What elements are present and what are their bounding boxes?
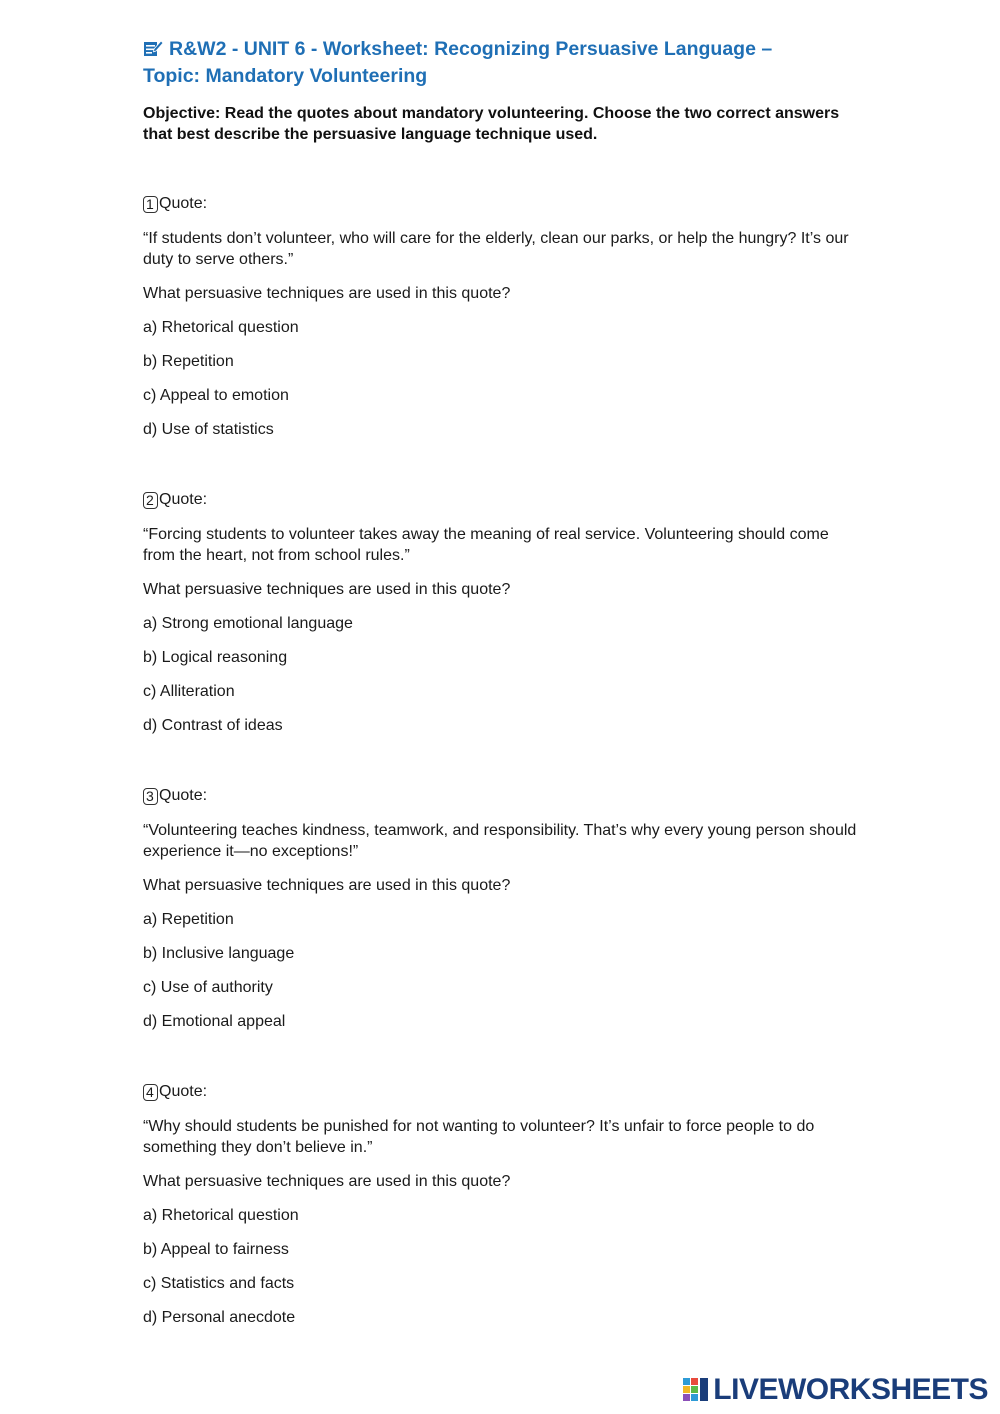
answer-option-b[interactable]: b) Repetition <box>143 353 234 370</box>
question-header <box>143 194 863 214</box>
answer-option-d[interactable]: d) Use of statistics <box>143 421 274 438</box>
question-3 <box>143 786 863 1032</box>
memo-pencil-icon <box>143 39 163 57</box>
liveworksheets-mark-icon <box>683 1376 709 1404</box>
question-number-badge: 4 <box>143 1084 158 1101</box>
quote-text: “Volunteering teaches kindness, teamwork, and responsibility. That’s why every young person should experience it—no exceptions!” <box>143 822 857 860</box>
question-label: Quote: <box>159 195 208 212</box>
answer-option-c[interactable]: c) Appeal to emotion <box>143 387 289 404</box>
question-1 <box>143 194 863 440</box>
answer-option-a[interactable]: a) Strong emotional language <box>143 615 353 632</box>
quote-text: “If students don’t volunteer, who will care for the elderly, clean our parks, or help the hungry? It’s our duty to serve others.” <box>143 230 849 268</box>
question-header <box>143 1082 863 1102</box>
question-number-badge: 2 <box>143 492 158 509</box>
objective-text: Objective: Read the quotes about mandatory volunteering. Choose the two correct answers that best describe the persuasive language technique used. <box>143 105 840 143</box>
question-prompt: What persuasive techniques are used in this quote? <box>143 285 511 302</box>
brand-name: LIVEWORKSHEETS <box>713 1373 988 1406</box>
question-prompt: What persuasive techniques are used in this quote? <box>143 1173 511 1190</box>
title-line-2: Topic: Mandatory Volunteering <box>143 65 428 87</box>
question-number-badge: 1 <box>143 196 158 213</box>
worksheet-title <box>143 36 863 90</box>
answer-option-d[interactable]: d) Emotional appeal <box>143 1013 286 1030</box>
question-number-badge: 3 <box>143 788 158 805</box>
question-header <box>143 490 863 510</box>
answer-option-d[interactable]: d) Contrast of ideas <box>143 717 283 734</box>
answer-option-a[interactable]: a) Repetition <box>143 911 234 928</box>
answer-option-a[interactable]: a) Rhetorical question <box>143 1207 299 1224</box>
title-line-1: R&W2 - UNIT 6 - Worksheet: Recognizing Persuasive Language – <box>169 38 773 60</box>
answer-option-c[interactable]: c) Alliteration <box>143 683 235 700</box>
liveworksheets-logo <box>683 1373 988 1407</box>
answer-option-b[interactable]: b) Appeal to fairness <box>143 1241 289 1258</box>
worksheet-page <box>143 36 863 145</box>
answer-option-d[interactable]: d) Personal anecdote <box>143 1309 296 1326</box>
quote-text: “Forcing students to volunteer takes away the meaning of real service. Volunteering should come from the heart, not from school rules.” <box>143 526 829 564</box>
answer-option-c[interactable]: c) Statistics and facts <box>143 1275 295 1292</box>
question-label: Quote: <box>159 491 208 508</box>
question-label: Quote: <box>159 787 208 804</box>
answer-option-c[interactable]: c) Use of authority <box>143 979 273 996</box>
question-2 <box>143 490 863 736</box>
question-prompt: What persuasive techniques are used in this quote? <box>143 877 511 894</box>
question-header <box>143 786 863 806</box>
question-4 <box>143 1082 863 1328</box>
answer-option-b[interactable]: b) Inclusive language <box>143 945 295 962</box>
answer-option-b[interactable]: b) Logical reasoning <box>143 649 288 666</box>
question-prompt: What persuasive techniques are used in this quote? <box>143 581 511 598</box>
quote-text: “Why should students be punished for not wanting to volunteer? It’s unfair to force people to do something they don’t believe in.” <box>143 1118 815 1156</box>
question-label: Quote: <box>159 1083 208 1100</box>
answer-option-a[interactable]: a) Rhetorical question <box>143 319 299 336</box>
